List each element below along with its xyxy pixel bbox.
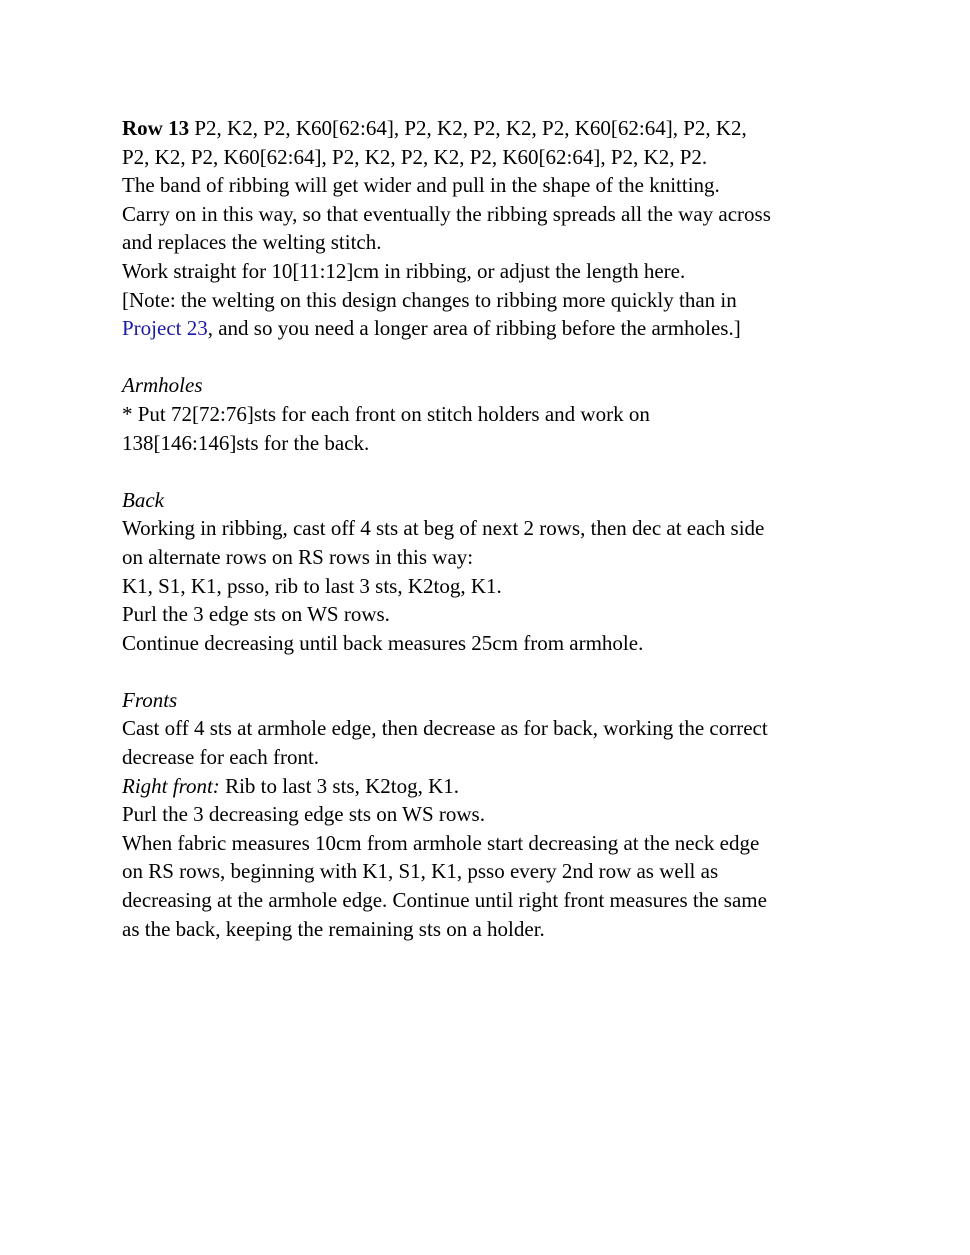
row13-line-4: Carry on in this way, so that eventually the ribbing spreads all the way across [122, 201, 771, 226]
row13-line-2: P2, K2, P2, K60[62:64], P2, K2, P2, K2, P2, K60[62:64], P2, K2, P2. [122, 144, 708, 169]
armholes-section [122, 371, 862, 457]
back-line-4: Purl the 3 edge sts on WS rows. [122, 602, 390, 627]
armholes-heading: Armholes [122, 373, 203, 398]
fronts-line-2: decrease for each front. [122, 745, 320, 770]
back-section [122, 486, 862, 658]
back-line-3: K1, S1, K1, psso, rib to last 3 sts, K2tog, K1. [122, 573, 502, 598]
section-spacer [122, 343, 862, 372]
back-heading: Back [122, 487, 164, 512]
back-line-2: on alternate rows on RS rows in this way: [122, 544, 474, 569]
armholes-line-2: 138[146:146]sts for the back. [122, 430, 370, 455]
fronts-line-1: Cast off 4 sts at armhole edge, then decrease as for back, working the correct [122, 716, 768, 741]
fronts-line-6: on RS rows, beginning with K1, S1, K1, psso every 2nd row as well as [122, 859, 719, 884]
back-line-1: Working in ribbing, cast off 4 sts at beg of next 2 rows, then dec at each side [122, 516, 765, 541]
fronts-line-4: Purl the 3 decreasing edge sts on WS rows. [122, 802, 485, 827]
fronts-section [122, 686, 862, 943]
fronts-line-8: as the back, keeping the remaining sts on a holder. [122, 916, 545, 941]
row13-label: Row 13 [122, 116, 190, 140]
project-23-link[interactable]: Project 23 [122, 316, 208, 341]
row13-line-6: Work straight for 10[11:12]cm in ribbing, or adjust the length here. [122, 258, 686, 283]
back-line-5: Continue decreasing until back measures 25cm from armhole. [122, 630, 644, 655]
armholes-line-1: * Put 72[72:76]sts for each front on stitch holders and work on [122, 401, 650, 426]
row13-line-1 [122, 114, 862, 143]
row13-line-8-text: , and so you need a longer area of ribbing before the armholes.] [207, 316, 741, 341]
row13-line-3: The band of ribbing will get wider and pull in the shape of the knitting. [122, 173, 720, 198]
right-front-label: Right front: [122, 773, 220, 798]
row13-line-7: [Note: the welting on this design changes to ribbing more quickly than in [122, 287, 737, 312]
section-spacer [122, 457, 862, 486]
row13-line-5: and replaces the welting stitch. [122, 230, 382, 255]
row13-line-8 [122, 314, 862, 343]
fronts-line-7: decreasing at the armhole edge. Continue until right front measures the same [122, 888, 767, 913]
row13-section [122, 114, 862, 343]
section-spacer [122, 657, 862, 686]
fronts-line-5: When fabric measures 10cm from armhole start decreasing at the neck edge [122, 830, 760, 855]
fronts-line-3 [122, 772, 862, 801]
document-page [122, 114, 862, 943]
row13-line-1-text: P2, K2, P2, K60[62:64], P2, K2, P2, K2, P2, K60[62:64], P2, K2, [189, 116, 747, 140]
fronts-heading: Fronts [122, 687, 178, 712]
fronts-line-3-text: Rib to last 3 sts, K2tog, K1. [219, 773, 459, 798]
